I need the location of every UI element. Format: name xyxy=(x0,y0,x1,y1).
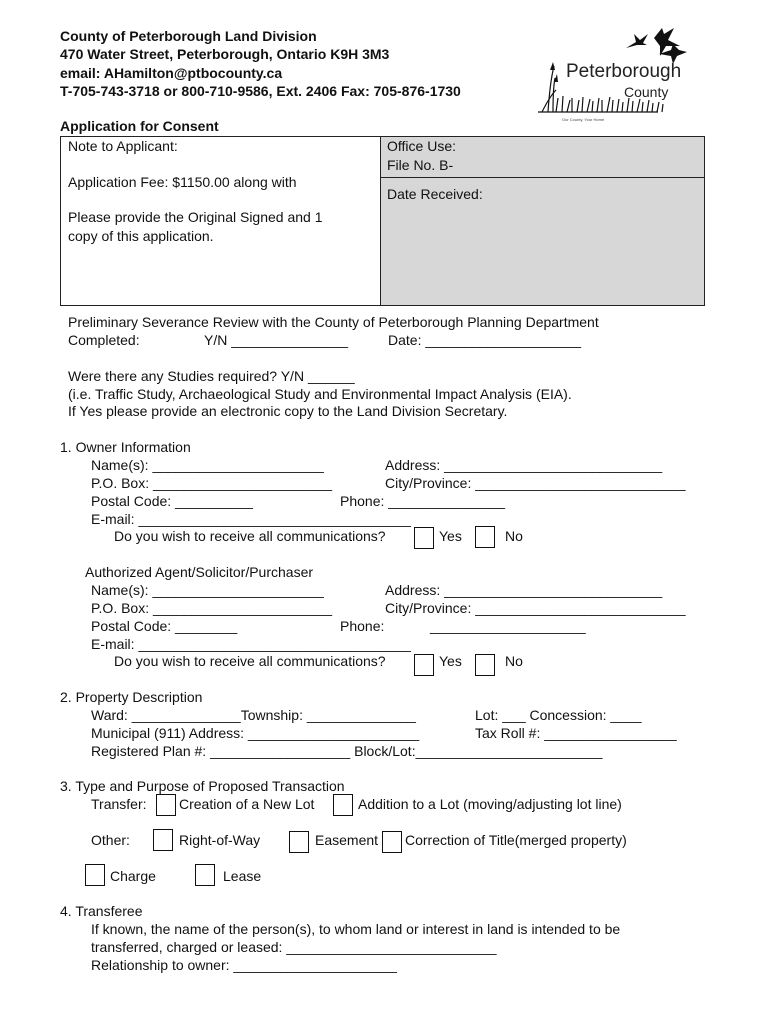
correction-of-title-label: Correction of Title(merged property) xyxy=(405,832,627,848)
municipal-address-field[interactable]: Municipal (911) Address: ______________________ xyxy=(91,725,420,741)
logo-name: Peterborough xyxy=(566,61,682,82)
completed-date-field[interactable]: Date: ____________________ xyxy=(388,332,582,348)
studies-question[interactable]: Were there any Studies required? Y/N ______ xyxy=(68,368,355,384)
registered-plan-field[interactable]: Registered Plan #: __________________ Block/Lot:________________________ xyxy=(91,743,603,759)
easement-label: Easement xyxy=(315,832,379,848)
agent-po-box-field[interactable]: P.O. Box: _______________________ xyxy=(91,600,333,616)
correction-of-title-checkbox[interactable] xyxy=(382,831,402,853)
date-received[interactable]: Date Received: xyxy=(387,186,483,202)
agent-comm-yes-label: Yes xyxy=(439,653,462,669)
form-title: Application for Consent xyxy=(60,118,219,134)
agent-section-heading: Authorized Agent/Solicitor/Purchaser xyxy=(85,564,314,580)
county-address: 470 Water Street, Peterborough, Ontario K9H 3M3 xyxy=(60,46,390,62)
office-use-label: Office Use: xyxy=(387,138,456,154)
agent-address-field[interactable]: Address: ____________________________ xyxy=(385,582,663,598)
agent-city-field[interactable]: City/Province: ___________________________ xyxy=(385,600,686,616)
lease-label: Lease xyxy=(223,868,262,884)
owner-name-field[interactable]: Name(s): ______________________ xyxy=(91,457,324,473)
owner-address-field[interactable]: Address: ____________________________ xyxy=(385,457,663,473)
owner-comm-yes-label: Yes xyxy=(439,528,462,544)
tax-roll-field[interactable]: Tax Roll #: _________________ xyxy=(475,725,677,741)
completed-label: Completed: xyxy=(68,332,140,348)
addition-to-lot-checkbox[interactable] xyxy=(333,794,353,816)
owner-city-field[interactable]: City/Province: ___________________________ xyxy=(385,475,686,491)
agent-comm-no-label: No xyxy=(505,653,523,669)
new-lot-label: Creation of a New Lot xyxy=(179,796,315,812)
owner-comm-no-label: No xyxy=(505,528,523,544)
charge-checkbox[interactable] xyxy=(85,864,105,886)
bird-icon xyxy=(626,34,648,48)
note-instruction-2: copy of this application. xyxy=(68,228,214,244)
completed-yn-field[interactable]: Y/N _______________ xyxy=(204,332,349,348)
county-name: County of Peterborough Land Division xyxy=(60,28,317,44)
note-heading: Note to Applicant: xyxy=(68,138,178,154)
studies-instruction: If Yes please provide an electronic copy to the Land Division Secretary. xyxy=(68,403,508,419)
agent-email-field[interactable]: E-mail: ___________________________________ xyxy=(91,636,411,652)
logo-tagline: Our County, Your Home xyxy=(562,117,605,122)
application-fee: Application Fee: $1150.00 along with xyxy=(68,174,297,190)
addition-to-lot-label: Addition to a Lot (moving/adjusting lot line) xyxy=(358,796,622,812)
office-box-divider xyxy=(381,177,704,178)
owner-communications-question: Do you wish to receive all communications? xyxy=(114,528,386,544)
preliminary-review-text: Preliminary Severance Review with the County of Peterborough Planning Department xyxy=(68,314,599,330)
owner-po-box-field[interactable]: P.O. Box: _______________________ xyxy=(91,475,333,491)
owner-comm-yes-checkbox[interactable] xyxy=(414,527,434,549)
relationship-to-owner-field[interactable]: Relationship to owner: _____________________ xyxy=(91,957,397,973)
agent-postal-field[interactable]: Postal Code: ________ xyxy=(91,618,238,634)
county-phone: T-705-743-3718 or 800-710-9586, Ext. 2406 Fax: 705-876-1730 xyxy=(60,83,461,99)
owner-postal-field[interactable]: Postal Code: __________ xyxy=(91,493,253,509)
property-section-heading: 2. Property Description xyxy=(60,689,203,705)
owner-phone-field[interactable]: Phone: _______________ xyxy=(340,493,506,509)
studies-examples: (i.e. Traffic Study, Archaeological Study and Environmental Impact Analysis (EIA). xyxy=(68,386,572,402)
agent-comm-yes-checkbox[interactable] xyxy=(414,654,434,676)
owner-section-heading: 1. Owner Information xyxy=(60,439,191,455)
easement-checkbox[interactable] xyxy=(289,831,309,853)
transfer-label: Transfer: xyxy=(91,796,147,812)
agent-communications-question: Do you wish to receive all communications? xyxy=(114,653,386,669)
ward-township-field[interactable]: Ward: ______________Township: ______________ xyxy=(91,707,416,723)
transferee-name-field[interactable]: transferred, charged or leased: ___________________________ xyxy=(91,939,497,955)
agent-phone-field[interactable]: ____________________ xyxy=(430,618,586,634)
other-label: Other: xyxy=(91,832,130,848)
transferee-instruction: If known, the name of the person(s), to whom land or interest in land is intended to be xyxy=(91,921,621,937)
charge-label: Charge xyxy=(110,868,156,884)
lot-concession-field[interactable]: Lot: ___ Concession: ____ xyxy=(475,707,642,723)
right-of-way-checkbox[interactable] xyxy=(153,829,173,851)
county-email: email: AHamilton@ptbocounty.ca xyxy=(60,65,283,81)
agent-name-field[interactable]: Name(s): ______________________ xyxy=(91,582,324,598)
logo-sub: County xyxy=(624,84,669,100)
right-of-way-label: Right-of-Way xyxy=(179,832,261,848)
transferee-section-heading: 4. Transferee xyxy=(60,903,143,919)
owner-email-field[interactable]: E-mail: ___________________________________ xyxy=(91,511,411,527)
new-lot-checkbox[interactable] xyxy=(156,794,176,816)
agent-comm-no-checkbox[interactable] xyxy=(475,654,495,676)
note-instruction-1: Please provide the Original Signed and 1 xyxy=(68,209,323,225)
file-number[interactable]: File No. B- xyxy=(387,157,454,173)
lease-checkbox[interactable] xyxy=(195,864,215,886)
agent-phone-label: Phone: xyxy=(340,618,385,634)
transaction-section-heading: 3. Type and Purpose of Proposed Transaction xyxy=(60,778,345,794)
owner-comm-no-checkbox[interactable] xyxy=(475,526,495,548)
